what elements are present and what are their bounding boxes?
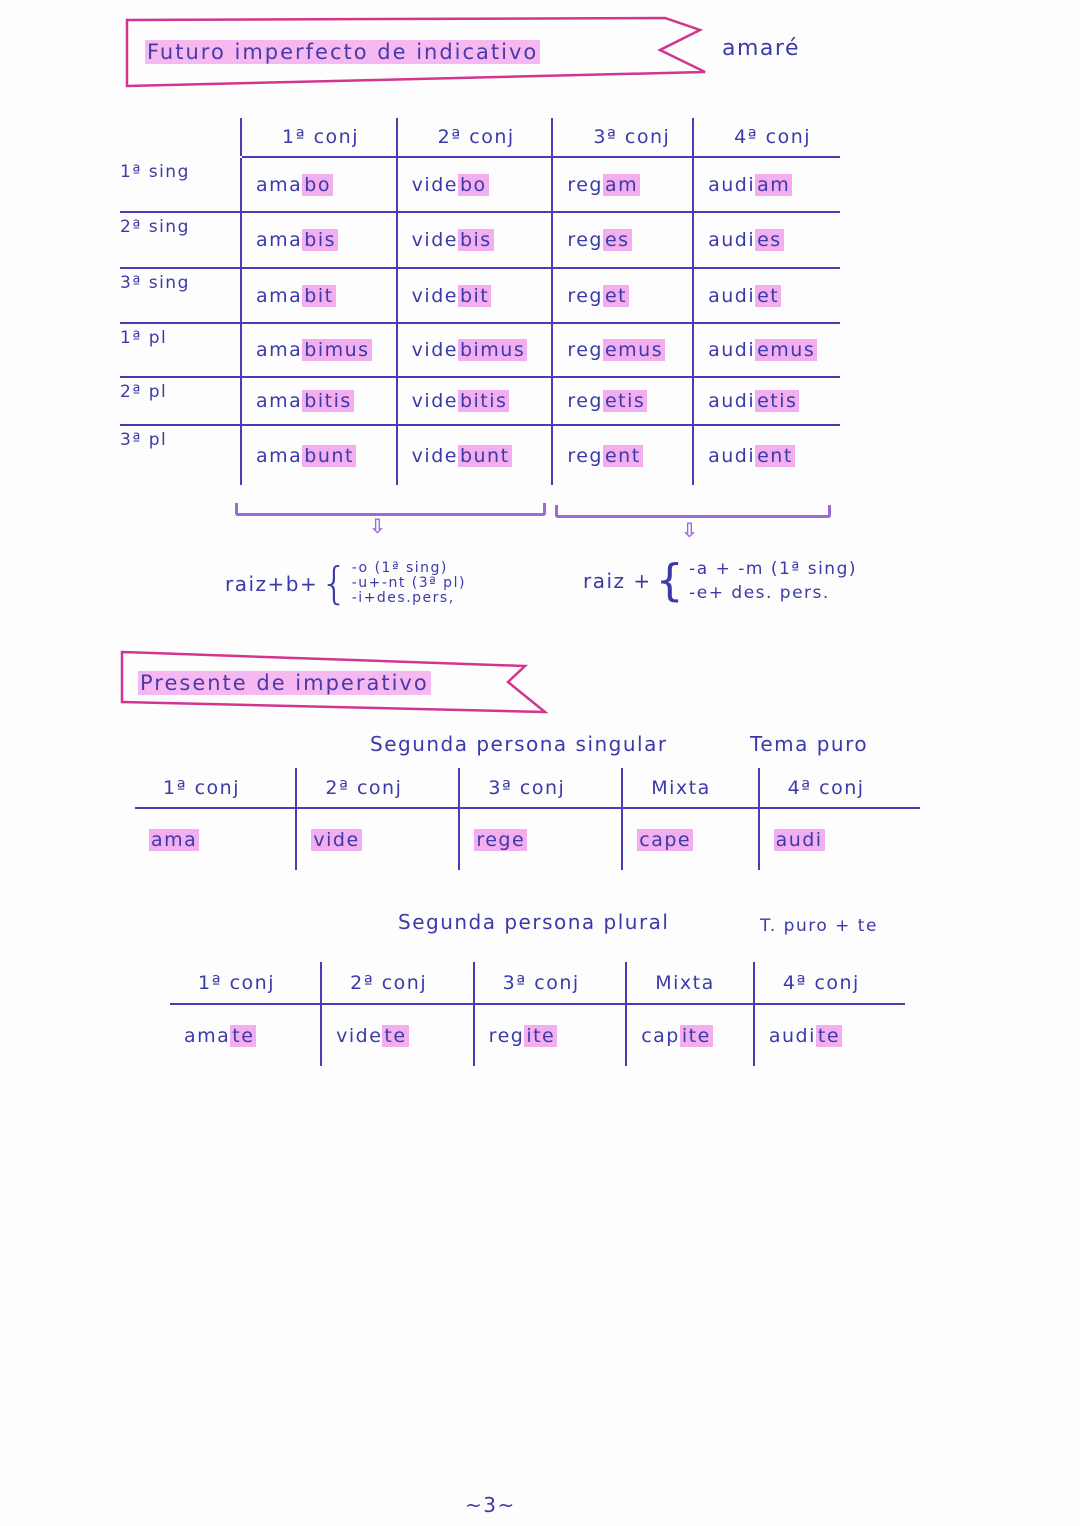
stem: vide	[411, 390, 458, 412]
row-label: 1ª pl	[120, 323, 241, 377]
singular-note: Tema puro	[750, 732, 869, 756]
stem: audi	[708, 444, 756, 467]
ending: bimus	[459, 339, 526, 361]
ending: bo	[304, 173, 331, 196]
table-row	[120, 425, 840, 485]
conjugation-cell	[397, 212, 553, 268]
row-label: 2ª pl	[120, 377, 241, 425]
conjugation-cell	[626, 1004, 754, 1066]
stem: audi	[708, 390, 756, 412]
stem: ama	[184, 1024, 231, 1047]
stem: audi	[708, 284, 756, 307]
ending: ent	[757, 444, 793, 467]
column-header: Mixta	[622, 768, 758, 808]
stem: audi	[708, 229, 756, 251]
conjugation-cell	[693, 425, 840, 485]
ending: et	[604, 284, 628, 307]
conjugation-cell	[693, 268, 840, 323]
stem: ama	[256, 390, 303, 412]
imperative-singular-table	[135, 768, 920, 870]
conjugation-cell	[693, 377, 840, 425]
conjugation-cell	[693, 157, 840, 212]
ending: rege	[476, 828, 526, 851]
conjugation-cell	[170, 1004, 321, 1066]
stem: reg	[567, 173, 603, 196]
column-header: 1ª conj	[241, 118, 397, 157]
conjugation-cell	[552, 268, 693, 323]
stem: vide	[411, 339, 458, 361]
table-row	[120, 377, 840, 425]
table-row	[120, 323, 840, 377]
conjugation-cell	[397, 157, 553, 212]
column-header: 3ª conj	[459, 768, 622, 808]
column-header: 2ª conj	[397, 118, 553, 157]
table-row	[170, 1004, 905, 1066]
plural-note: T. puro + te	[760, 916, 878, 936]
ending: bo	[459, 173, 487, 196]
conjugation-cell	[397, 323, 553, 377]
row-label: 3ª pl	[120, 430, 168, 450]
imperative-plural-table	[170, 962, 905, 1066]
conjugation-cell	[459, 808, 622, 870]
column-header: 2ª conj	[321, 962, 474, 1004]
bracket-right	[555, 505, 831, 518]
conjugation-cell	[693, 323, 840, 377]
column-header: 2ª conj	[296, 768, 459, 808]
conjugation-cell	[693, 212, 840, 268]
column-header: 4ª conj	[693, 118, 840, 157]
ending: bit	[459, 284, 490, 307]
stem: ama	[256, 173, 303, 196]
stem: vide	[411, 229, 458, 251]
example-verb: amaré	[722, 36, 800, 61]
plural-subtitle: Segunda persona plural	[398, 910, 670, 934]
ending: cape	[639, 828, 692, 851]
column-header: 4ª conj	[754, 962, 905, 1004]
ending: emus	[757, 339, 816, 361]
ending: es	[604, 229, 630, 251]
ending: ama	[151, 828, 198, 851]
ending: etis	[757, 390, 798, 412]
conjugation-cell	[397, 425, 553, 485]
ending: te	[384, 1024, 407, 1047]
conjugation-cell	[241, 268, 397, 323]
conjugation-cell	[397, 268, 553, 323]
stem: audi	[708, 173, 756, 196]
table-row	[135, 808, 920, 870]
column-header: 1ª conj	[170, 962, 321, 1004]
stem: reg	[567, 284, 603, 307]
ending: bis	[459, 229, 492, 251]
conjugation-cell	[135, 808, 296, 870]
ending: vide	[313, 828, 360, 851]
stem: audi	[708, 339, 756, 361]
ending: bunt	[304, 444, 354, 467]
ending: etis	[604, 390, 646, 412]
bracket-left	[235, 503, 546, 516]
stem: ama	[256, 339, 303, 361]
arrow-down-icon: ⇩	[681, 518, 698, 542]
conjugation-cell	[552, 425, 693, 485]
stem: audi	[768, 1024, 816, 1047]
table-row	[120, 212, 840, 268]
ending: ite	[681, 1024, 711, 1047]
stem: reg	[567, 444, 603, 467]
conjugation-cell	[552, 377, 693, 425]
conjugation-cell	[241, 425, 397, 485]
ending: emus	[604, 339, 664, 361]
ending: bitis	[304, 390, 352, 412]
conjugation-cell	[754, 1004, 905, 1066]
ending: te	[817, 1024, 841, 1047]
ending: te	[232, 1024, 255, 1047]
ending: bunt	[459, 444, 510, 467]
stem: reg	[567, 339, 603, 361]
ending: am	[604, 173, 639, 196]
stem: vide	[411, 284, 458, 307]
arrow-down-icon: ⇩	[369, 514, 386, 538]
conjugation-cell	[552, 212, 693, 268]
column-header: 4ª conj	[759, 768, 920, 808]
conjugation-cell	[552, 323, 693, 377]
conjugation-cell	[397, 377, 553, 425]
conjugation-cell	[241, 212, 397, 268]
column-header: 3ª conj	[552, 118, 693, 157]
conjugation-cell	[296, 808, 459, 870]
row-label: 2ª sing	[120, 212, 241, 268]
conjugation-cell	[474, 1004, 627, 1066]
table-row	[120, 268, 840, 323]
conjugation-cell	[552, 157, 693, 212]
stem: vide	[336, 1024, 383, 1047]
stem: ama	[256, 229, 303, 251]
ending: bis	[304, 229, 337, 251]
conjugation-cell	[241, 377, 397, 425]
conjugation-cell	[759, 808, 920, 870]
conjugation-cell	[622, 808, 758, 870]
stem: reg	[567, 229, 603, 251]
ending: bit	[304, 284, 334, 307]
stem: ama	[256, 284, 303, 307]
stem: reg	[567, 390, 603, 412]
column-header: 1ª conj	[135, 768, 296, 808]
ending: bitis	[459, 390, 508, 412]
section2-title: Presente de imperativo	[140, 671, 429, 695]
future-table	[120, 118, 840, 485]
ending: ite	[526, 1024, 556, 1047]
stem: reg	[488, 1024, 525, 1047]
row-label: 3ª sing	[120, 268, 241, 323]
stem: vide	[411, 444, 458, 467]
ending: et	[757, 284, 780, 307]
table-row	[120, 157, 840, 212]
ending: ent	[604, 444, 641, 467]
ending: es	[757, 229, 782, 251]
column-header: Mixta	[626, 962, 754, 1004]
page-number: ~3~	[465, 1493, 516, 1517]
stem: cap	[641, 1024, 680, 1047]
ending: am	[757, 173, 791, 196]
conjugation-cell	[241, 323, 397, 377]
stem: vide	[411, 173, 458, 196]
column-header: 3ª conj	[474, 962, 627, 1004]
conjugation-cell	[321, 1004, 474, 1066]
ending: bimus	[304, 339, 370, 361]
ending: audi	[775, 828, 823, 851]
row-label: 1ª sing	[120, 157, 241, 212]
stem: ama	[256, 444, 303, 467]
section1-title: Futuro imperfecto de indicativo	[147, 40, 539, 64]
rule-first-second: raiz+b+ { -o (1ª sing) -u+-nt (3ª pl) -i+des.pers,	[225, 558, 466, 609]
singular-subtitle: Segunda persona singular	[370, 732, 668, 756]
rule-third-fourth: raiz + { -a + -m (1ª sing) -e+ des. pers.	[583, 555, 857, 606]
conjugation-cell	[241, 157, 397, 212]
